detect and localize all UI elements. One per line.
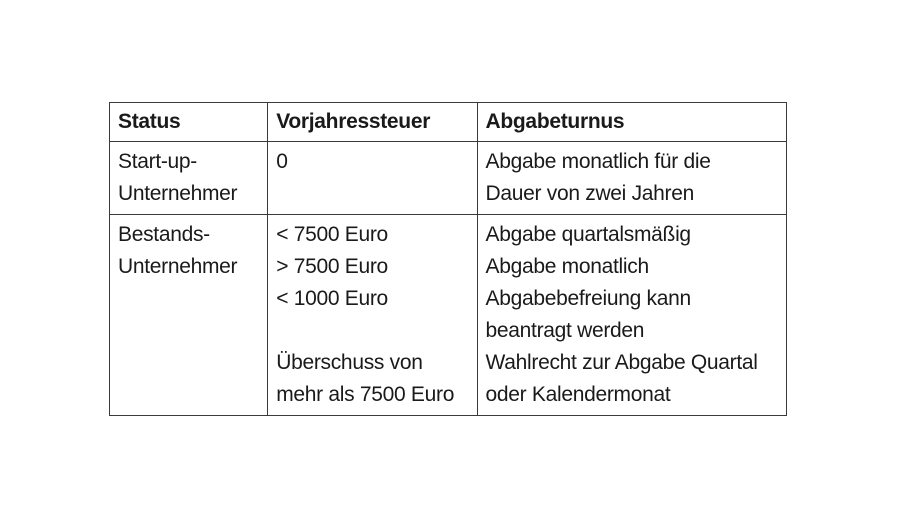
cell-line: oder Kalendermonat: [485, 383, 671, 406]
tax-status-table: [109, 102, 787, 416]
cell-vorjahressteuer: [268, 142, 477, 215]
cell-line: beantragt werden: [485, 319, 645, 342]
header-vorjahressteuer: Vorjahressteuer: [268, 103, 477, 142]
cell-line: 0: [276, 150, 288, 173]
header-row: [110, 103, 787, 142]
header-status: Status: [110, 103, 268, 142]
cell-line: Dauer von zwei Jahren: [485, 182, 694, 205]
cell-line: > 7500 Euro: [276, 255, 388, 278]
cell-status: [110, 215, 268, 416]
cell-vorjahressteuer: [268, 215, 477, 416]
cell-line: Abgabe monatlich: [485, 255, 649, 278]
cell-line: Abgabe monatlich für die: [485, 150, 711, 173]
cell-line: mehr als 7500 Euro: [276, 383, 455, 406]
cell-line: Überschuss von: [276, 351, 423, 374]
cell-line: Wahlrecht zur Abgabe Quartal: [485, 351, 758, 374]
cell-abgabeturnus: [477, 142, 786, 215]
cell-line: Abgabe quartalsmäßig: [485, 223, 691, 246]
cell-spacer: [276, 315, 468, 347]
cell-line: Start-up-: [118, 150, 197, 173]
header-abgabeturnus: Abgabeturnus: [477, 103, 786, 142]
cell-status: [110, 142, 268, 215]
table-row-startup: [110, 142, 787, 215]
cell-line: Unternehmer: [118, 255, 238, 278]
table-row-bestand: [110, 215, 787, 416]
cell-line: Bestands-: [118, 223, 210, 246]
cell-line: < 7500 Euro: [276, 223, 388, 246]
cell-line: < 1000 Euro: [276, 287, 388, 310]
cell-line: Abgabebefreiung kann: [485, 287, 691, 310]
cell-abgabeturnus: [477, 215, 786, 416]
cell-line: Unternehmer: [118, 182, 238, 205]
